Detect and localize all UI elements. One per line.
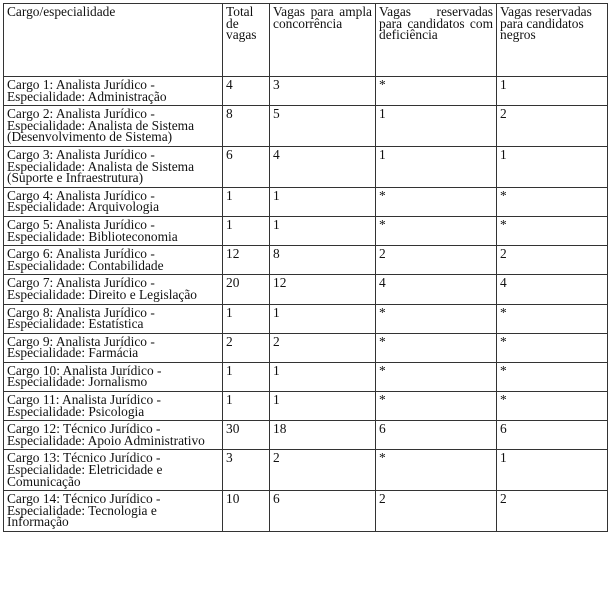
cell-deficiencia: 2 xyxy=(376,491,497,532)
table-row xyxy=(4,216,608,245)
table-row xyxy=(4,491,608,532)
header-cargo: Cargo/especialidade xyxy=(4,4,223,77)
table-row xyxy=(4,304,608,333)
cell-negros: 2 xyxy=(497,491,608,532)
table-row xyxy=(4,146,608,187)
table-row xyxy=(4,421,608,450)
cell-ampla: 4 xyxy=(270,146,376,187)
cell-cargo: Cargo 3: Analista Jurídico - Especialidade: Analista de Sistema (Suporte e Infraestrutura) xyxy=(4,146,223,187)
cell-ampla: 5 xyxy=(270,106,376,147)
table-row xyxy=(4,106,608,147)
table-row xyxy=(4,246,608,275)
cell-total: 1 xyxy=(223,216,270,245)
cell-total: 4 xyxy=(223,77,270,106)
cell-cargo: Cargo 9: Analista Jurídico - Especialidade: Farmácia xyxy=(4,333,223,362)
cell-ampla: 6 xyxy=(270,491,376,532)
cell-negros: 2 xyxy=(497,246,608,275)
cell-cargo: Cargo 5: Analista Jurídico - Especialidade: Biblioteconomia xyxy=(4,216,223,245)
cell-ampla: 3 xyxy=(270,77,376,106)
cell-deficiencia: * xyxy=(376,362,497,391)
cell-negros: 2 xyxy=(497,106,608,147)
cell-deficiencia: 1 xyxy=(376,146,497,187)
cell-deficiencia: * xyxy=(376,77,497,106)
cell-negros: * xyxy=(497,216,608,245)
cell-cargo: Cargo 2: Analista Jurídico - Especialidade: Analista de Sistema (Desenvolvimento de Sistema) xyxy=(4,106,223,147)
cell-total: 1 xyxy=(223,187,270,216)
table-row xyxy=(4,333,608,362)
cell-cargo: Cargo 1: Analista Jurídico - Especialidade: Administração xyxy=(4,77,223,106)
table-row xyxy=(4,275,608,304)
cell-deficiencia: * xyxy=(376,216,497,245)
cell-deficiencia: * xyxy=(376,187,497,216)
cell-total: 20 xyxy=(223,275,270,304)
cell-negros: 4 xyxy=(497,275,608,304)
cell-negros: * xyxy=(497,362,608,391)
cell-cargo: Cargo 14: Técnico Jurídico - Especialidade: Tecnologia e Informação xyxy=(4,491,223,532)
table-row xyxy=(4,187,608,216)
cell-negros: 1 xyxy=(497,450,608,491)
cell-negros: * xyxy=(497,392,608,421)
table-row xyxy=(4,77,608,106)
header-negros: Vagas reservadas para candidatos negros xyxy=(497,4,608,77)
cell-negros: 1 xyxy=(497,146,608,187)
cell-ampla: 12 xyxy=(270,275,376,304)
cell-total: 30 xyxy=(223,421,270,450)
cell-ampla: 8 xyxy=(270,246,376,275)
header-ampla: Vagas para ampla concorrência xyxy=(270,4,376,77)
table-row xyxy=(4,362,608,391)
cell-deficiencia: 6 xyxy=(376,421,497,450)
cell-total: 2 xyxy=(223,333,270,362)
cell-negros: * xyxy=(497,304,608,333)
cell-cargo: Cargo 13: Técnico Jurídico - Especialidade: Eletricidade e Comunicação xyxy=(4,450,223,491)
cell-negros: * xyxy=(497,187,608,216)
header-total: Total de vagas xyxy=(223,4,270,77)
cell-cargo: Cargo 12: Técnico Jurídico - Especialidade: Apoio Administrativo xyxy=(4,421,223,450)
cell-ampla: 1 xyxy=(270,187,376,216)
cell-deficiencia: 1 xyxy=(376,106,497,147)
cell-ampla: 18 xyxy=(270,421,376,450)
cell-cargo: Cargo 7: Analista Jurídico - Especialidade: Direito e Legislação xyxy=(4,275,223,304)
cell-deficiencia: * xyxy=(376,304,497,333)
cell-total: 1 xyxy=(223,392,270,421)
cell-cargo: Cargo 10: Analista Jurídico - Especialidade: Jornalismo xyxy=(4,362,223,391)
vacancies-table xyxy=(3,3,608,532)
cell-cargo: Cargo 11: Analista Jurídico - Especialidade: Psicologia xyxy=(4,392,223,421)
cell-total: 6 xyxy=(223,146,270,187)
cell-cargo: Cargo 4: Analista Jurídico - Especialidade: Arquivologia xyxy=(4,187,223,216)
cell-ampla: 1 xyxy=(270,392,376,421)
header-row xyxy=(4,4,608,77)
cell-total: 1 xyxy=(223,362,270,391)
header-deficiencia: Vagas reservadas para candidatos com deficiência xyxy=(376,4,497,77)
cell-ampla: 2 xyxy=(270,333,376,362)
cell-deficiencia: * xyxy=(376,450,497,491)
table-row xyxy=(4,450,608,491)
table-row xyxy=(4,392,608,421)
cell-cargo: Cargo 6: Analista Jurídico - Especialidade: Contabilidade xyxy=(4,246,223,275)
cell-deficiencia: 4 xyxy=(376,275,497,304)
cell-deficiencia: * xyxy=(376,333,497,362)
cell-ampla: 2 xyxy=(270,450,376,491)
cell-total: 8 xyxy=(223,106,270,147)
cell-total: 1 xyxy=(223,304,270,333)
cell-deficiencia: 2 xyxy=(376,246,497,275)
cell-negros: * xyxy=(497,333,608,362)
cell-negros: 1 xyxy=(497,77,608,106)
cell-ampla: 1 xyxy=(270,362,376,391)
cell-deficiencia: * xyxy=(376,392,497,421)
cell-total: 3 xyxy=(223,450,270,491)
cell-negros: 6 xyxy=(497,421,608,450)
cell-ampla: 1 xyxy=(270,216,376,245)
cell-ampla: 1 xyxy=(270,304,376,333)
cell-cargo: Cargo 8: Analista Jurídico - Especialidade: Estatística xyxy=(4,304,223,333)
cell-total: 10 xyxy=(223,491,270,532)
table-body xyxy=(4,77,608,532)
cell-total: 12 xyxy=(223,246,270,275)
